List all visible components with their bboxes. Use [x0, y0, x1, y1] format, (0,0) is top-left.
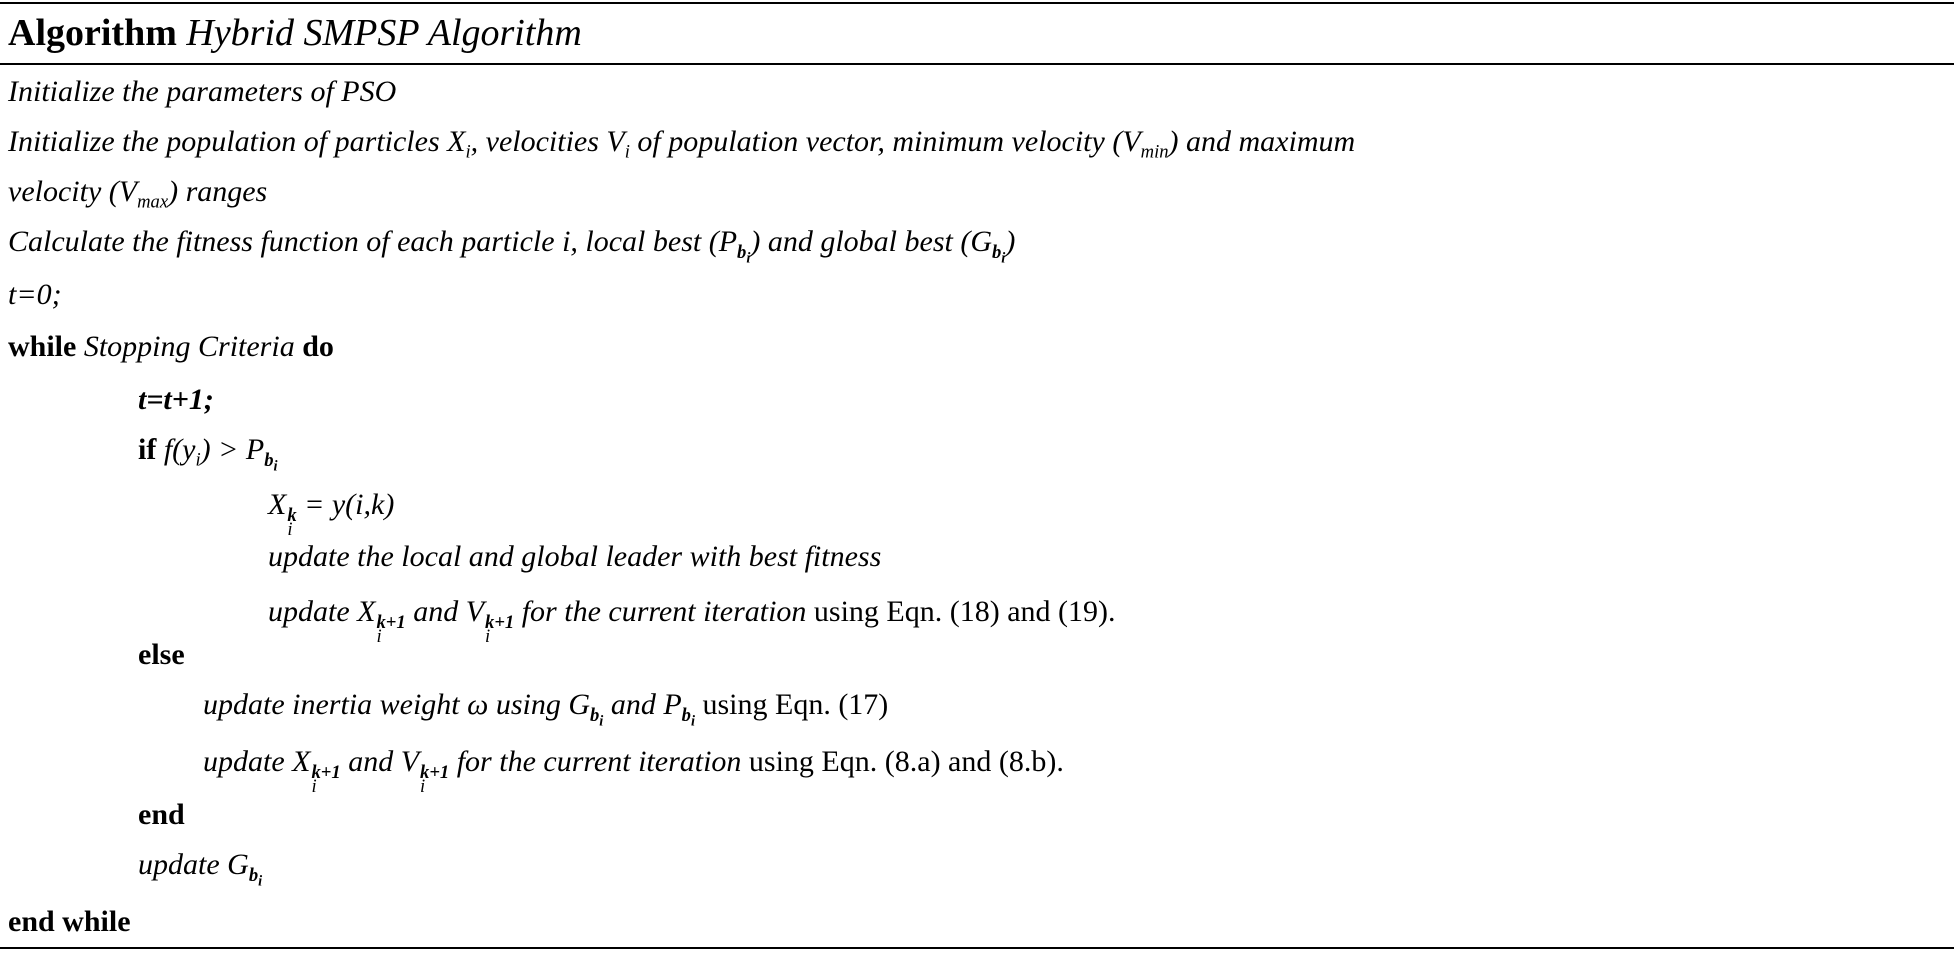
sup-sub-stack: [485, 611, 515, 648]
line-init-params: [8, 72, 396, 112]
text-segment: update inertia weight ω using G: [203, 688, 590, 721]
line-else: [138, 635, 185, 675]
math-symbol: b: [992, 241, 1002, 263]
text-segment: = y(i,k): [296, 488, 395, 521]
math-symbol: i: [746, 249, 751, 266]
while-keyword: while: [8, 330, 77, 363]
if-condition: [163, 433, 278, 474]
math-symbol: i: [376, 626, 382, 648]
text-segment: , velocities V: [470, 125, 625, 158]
math-symbol: i: [258, 872, 263, 889]
math-symbol: i: [485, 626, 491, 648]
text-segment: update the local and global leader with best fitness: [268, 540, 882, 573]
math-symbol: b: [264, 449, 274, 471]
text-segment: using Eqn. (18) and (19).: [806, 595, 1116, 628]
text-segment: update X: [268, 595, 376, 628]
math-symbol: k+1: [420, 761, 450, 783]
math-symbol: i: [311, 776, 317, 798]
text-segment: using Eqn. (8.a) and (8.b).: [741, 745, 1064, 778]
text-segment: ) and global best (G: [750, 225, 992, 258]
line-if: [138, 430, 278, 474]
line-update-xv-2: [203, 742, 1064, 798]
top-rule: [0, 2, 1954, 4]
sup-sub-stack: [287, 504, 297, 541]
math-symbol: i: [599, 712, 604, 729]
text-segment: for the current iteration: [514, 595, 807, 628]
line-update-xv-1: [268, 592, 1116, 648]
subscript: [264, 449, 278, 474]
text-segment: X: [268, 488, 287, 521]
line-calc-fitness: [8, 222, 1016, 266]
stopping-criteria: Stopping Criteria: [83, 330, 295, 363]
line-t-zero: [8, 275, 62, 315]
line-while: [8, 327, 334, 367]
text-segment: for the current iteration: [449, 745, 742, 778]
text-segment: ) > P: [200, 433, 265, 466]
text-segment: Calculate the fitness function of each particle i, local best (P: [8, 225, 738, 258]
sup-sub-stack: [376, 611, 406, 648]
math-symbol: k+1: [485, 611, 515, 633]
if-keyword: if: [138, 433, 157, 466]
text-segment: and V: [405, 595, 485, 628]
text-segment: ) ranges: [168, 175, 268, 208]
subscript: i: [465, 141, 471, 163]
subscript: [248, 864, 263, 889]
line-end-while: [8, 902, 131, 942]
math-symbol: k+1: [376, 611, 406, 633]
text-segment: and P: [603, 688, 682, 721]
math-symbol: k+1: [311, 761, 341, 783]
text-segment: t=0;: [8, 278, 62, 311]
text-segment: Initialize the population of particles X: [8, 125, 466, 158]
algorithm-title: Hybrid SMPSP Algorithm: [186, 12, 582, 54]
subscript: [992, 241, 1006, 266]
math-symbol: b: [737, 241, 747, 263]
bottom-rule: [0, 947, 1954, 949]
math-symbol: i: [287, 519, 293, 541]
header-rule: [0, 63, 1954, 65]
math-symbol: b: [248, 864, 259, 886]
subscript: [681, 704, 695, 729]
math-symbol: k: [287, 504, 297, 526]
math-symbol: i: [273, 457, 278, 474]
line-init-params-text: Initialize the parameters of PSO: [8, 75, 397, 108]
math-symbol: b: [590, 704, 600, 726]
algorithm-header: [8, 8, 582, 58]
math-symbol: i: [1001, 249, 1006, 266]
math-symbol: i: [690, 712, 695, 729]
text-segment: of population vector, minimum velocity (V: [629, 125, 1141, 158]
line-t-increment: [138, 380, 214, 420]
line-velocity-ranges: [8, 172, 267, 212]
subscript: i: [195, 449, 201, 471]
subscript: i: [624, 141, 630, 163]
subscript: max: [137, 191, 169, 213]
end-while-keyword: end while: [8, 905, 131, 938]
subscript: [590, 704, 604, 729]
line-init-population: [8, 122, 1355, 162]
text-segment: using Eqn. (17): [694, 688, 889, 721]
sup-sub-stack: [420, 761, 450, 798]
math-symbol: b: [681, 704, 691, 726]
text-segment: velocity (V: [8, 175, 138, 208]
subscript: [737, 241, 751, 266]
do-keyword: do: [302, 330, 334, 363]
algorithm-keyword: Algorithm: [8, 12, 177, 54]
line-update-leader: [268, 537, 881, 577]
sup-sub-stack: [311, 761, 341, 798]
text-segment: ): [1005, 225, 1016, 258]
text-segment: and V: [340, 745, 420, 778]
line-end: [138, 795, 185, 835]
end-keyword: end: [138, 798, 185, 831]
else-keyword: else: [138, 638, 185, 671]
line-x-assign: [268, 485, 395, 541]
math-symbol: i: [420, 776, 426, 798]
text-segment: t=t+1;: [138, 383, 214, 416]
text-segment: update X: [203, 745, 311, 778]
line-update-g: [138, 845, 263, 889]
text-segment: f(y: [163, 433, 196, 466]
text-segment: update G: [138, 848, 249, 881]
line-update-inertia: [203, 685, 889, 729]
subscript: min: [1140, 141, 1169, 163]
text-segment: ) and maximum: [1168, 125, 1356, 158]
